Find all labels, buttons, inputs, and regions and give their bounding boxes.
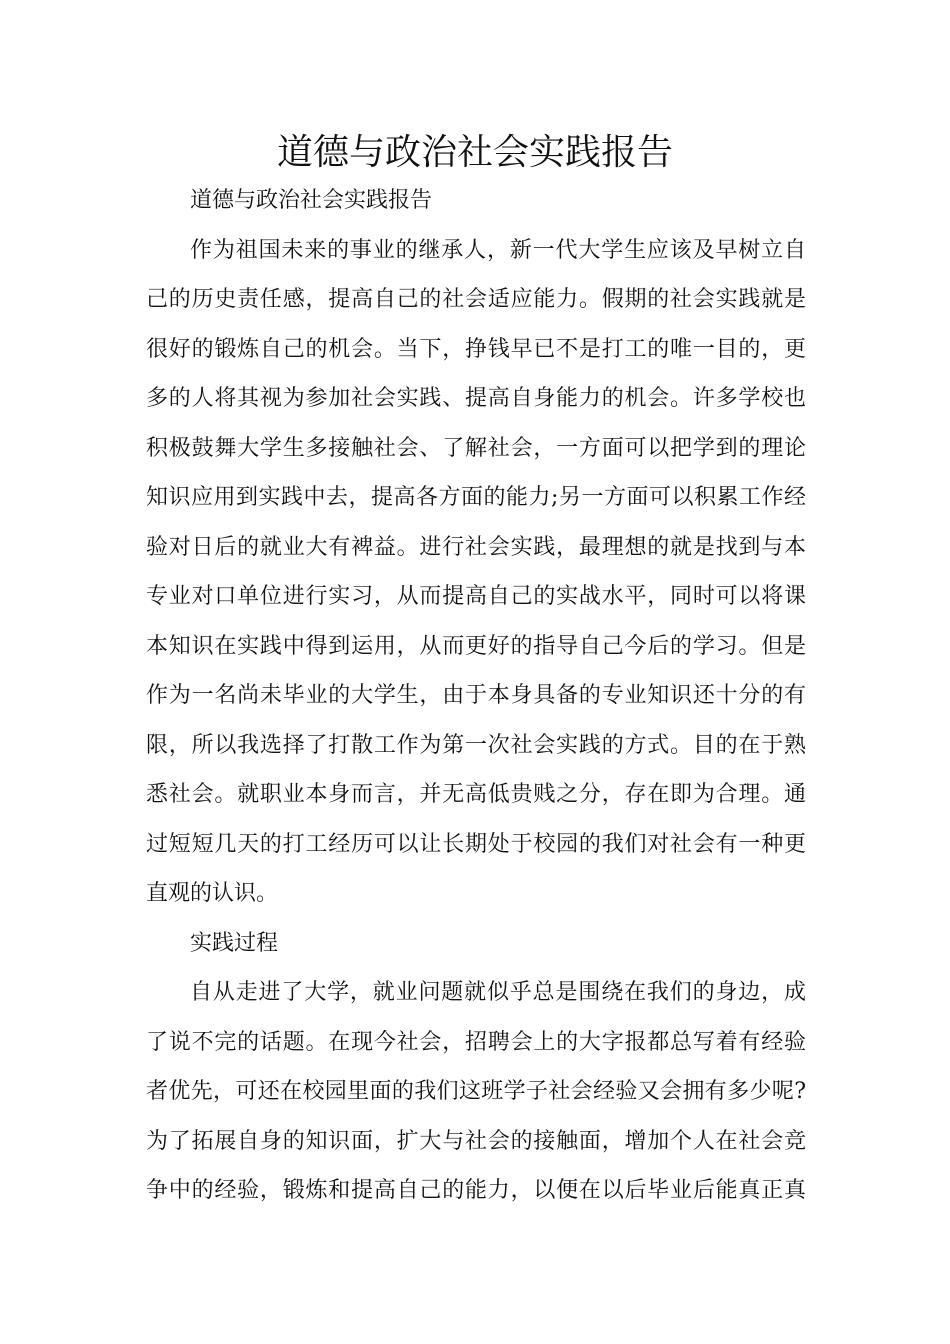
body-line: 本知识在实践中得到运用，从而更好的指导自己今后的学习。但是: [146, 633, 806, 659]
body-line: 过短短几天的打工经历可以让长期处于校园的我们对社会有一种更: [146, 831, 806, 857]
section-heading: 实践过程: [190, 930, 279, 956]
body-line: 自从走进了大学，就业问题就似乎总是围绕在我们的身边，成: [190, 980, 806, 1005]
body-line: 道德与政治社会实践报告: [190, 188, 433, 213]
body-line: 很好的锻炼自己的机会。当下，挣钱早已不是打工的唯一目的，更: [146, 336, 806, 362]
document-body: [146, 176, 806, 1216]
body-line: 了说不完的话题。在现今社会，招聘会上的大字报都总写着有经验: [146, 1029, 806, 1055]
body-line: 者优先，可还在校园里面的我们这班学子社会经验又会拥有多少呢?: [146, 1079, 806, 1104]
body-line: 直观的认识。: [146, 881, 279, 906]
body-line: 己的历史责任感，提高自己的社会适应能力。假期的社会实践就是: [146, 287, 806, 312]
body-line: 作为一名尚未毕业的大学生，由于本身具备的专业知识还十分的有: [146, 683, 806, 708]
body-line: 悉社会。就职业本身而言，并无高低贵贱之分，存在即为合理。通: [146, 782, 806, 807]
body-line: 作为祖国未来的事业的继承人，新一代大学生应该及早树立自: [190, 237, 806, 263]
body-line: 多的人将其视为参加社会实践、提高自身能力的机会。许多学校也: [146, 386, 806, 411]
document-title: 道德与政治社会实践报告: [276, 132, 673, 173]
body-line: 争中的经验，锻炼和提高自己的能力，以便在以后毕业后能真正真: [146, 1178, 806, 1203]
body-line: 积极鼓舞大学生多接触社会、了解社会，一方面可以把学到的理论: [146, 435, 806, 461]
body-line: 验对日后的就业大有裨益。进行社会实践，最理想的就是找到与本: [146, 534, 806, 560]
body-line: 为了拓展自身的知识面，扩大与社会的接触面，增加个人在社会竞: [146, 1128, 806, 1154]
body-line: 限，所以我选择了打散工作为第一次社会实践的方式。目的在于熟: [146, 732, 806, 758]
body-line: 知识应用到实践中去，提高各方面的能力;另一方面可以积累工作经: [146, 485, 806, 510]
body-line: 专业对口单位进行实习，从而提高自己的实战水平，同时可以将课: [146, 584, 806, 609]
